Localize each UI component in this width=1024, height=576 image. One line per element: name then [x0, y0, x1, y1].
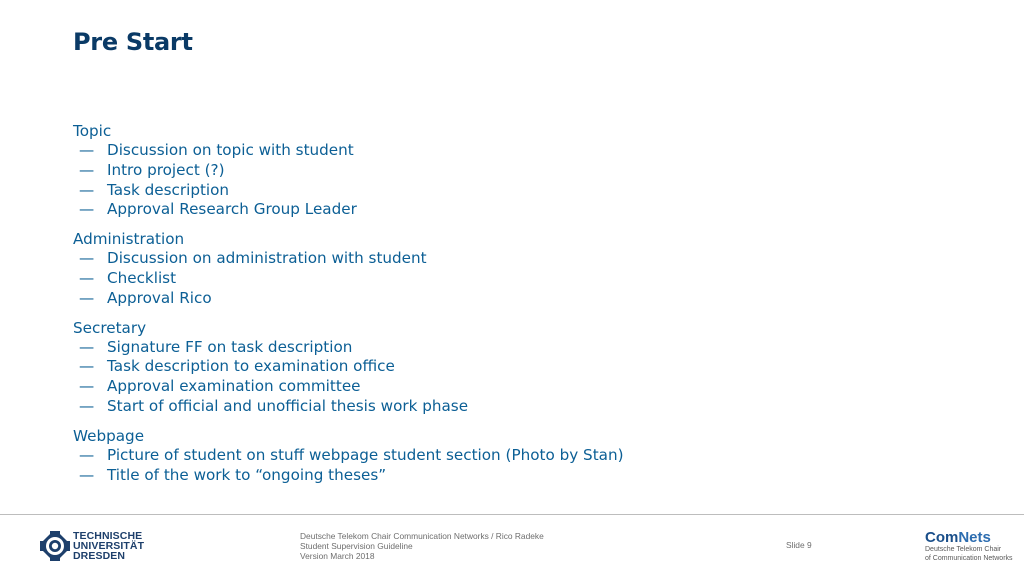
comnets-logo	[925, 530, 1020, 566]
list-item-text: Approval Rico	[107, 288, 212, 307]
bullet-dash: —	[79, 268, 95, 287]
tud-line-3: DRESDEN	[73, 550, 126, 562]
bullet-dash: —	[79, 377, 95, 396]
list-item	[73, 338, 973, 358]
comnets-subtitle-1: Deutsche Telekom Chair	[925, 546, 1002, 553]
tud-seal-icon	[40, 531, 70, 561]
section-topic	[73, 121, 973, 220]
comnets-subtitle-2: of Communication Networks	[925, 554, 1013, 562]
tud-logo	[40, 530, 145, 562]
bullet-dash: —	[79, 357, 95, 376]
list-item-text: Approval examination committee	[107, 377, 361, 396]
footer-divider	[0, 514, 1024, 515]
list-item	[73, 466, 973, 486]
list-item	[73, 181, 973, 201]
section-webpage	[73, 426, 973, 486]
footer-info	[300, 531, 544, 562]
bullet-dash: —	[79, 396, 95, 415]
bullet-dash: —	[79, 337, 95, 356]
footer-chair-author: Deutsche Telekom Chair Communication Networks / Rico Radeke	[300, 531, 544, 541]
tud-line-1: TECHNISCHE	[73, 530, 143, 542]
bullet-dash: —	[79, 249, 95, 268]
list-item	[73, 377, 973, 397]
slide-content	[73, 121, 973, 494]
list-item-text: Discussion on administration with student	[107, 249, 427, 268]
bullet-dash: —	[79, 445, 95, 464]
section-secretary	[73, 318, 973, 417]
list-item-text: Signature FF on task description	[107, 337, 353, 356]
list-item-text: Title of the work to “ongoing theses”	[107, 465, 387, 484]
tud-wordmark	[73, 531, 144, 561]
list-item-text: Picture of student on stuff webpage student section (Photo by Stan)	[107, 445, 624, 464]
section-heading: Webpage	[73, 426, 145, 445]
list-item	[73, 357, 973, 377]
bullet-dash: —	[79, 141, 95, 159]
section-heading: Administration	[73, 230, 185, 249]
list-item	[73, 249, 973, 269]
list-item-text: Approval Research Group Leader	[107, 200, 357, 219]
list-item	[73, 200, 973, 220]
slide-number: Slide 9	[786, 540, 812, 550]
footer-version: Version March 2018	[300, 551, 375, 562]
slide-title: Pre Start	[73, 28, 193, 56]
list-item-text: Checklist	[107, 268, 177, 287]
bullet-dash: —	[79, 160, 95, 179]
list-item	[73, 269, 973, 289]
section-heading: Secretary	[73, 318, 147, 337]
list-item	[73, 397, 973, 417]
list-item	[73, 446, 973, 466]
list-item	[73, 289, 973, 309]
section-heading: Topic	[73, 122, 112, 140]
footer-document-title: Student Supervision Guideline	[300, 541, 413, 552]
comnets-word-nets: Nets	[958, 529, 991, 546]
list-item-text: Intro project (?)	[107, 160, 225, 179]
list-item-text: Start of official and unofficial thesis work phase	[107, 396, 469, 415]
bullet-dash: —	[79, 180, 95, 199]
tud-line-2: UNIVERSITÄT	[73, 540, 145, 552]
bullet-dash: —	[79, 465, 95, 484]
list-item	[73, 161, 973, 181]
section-administration	[73, 229, 973, 308]
comnets-wordmark	[925, 530, 1020, 546]
list-item-text: Task description to examination office	[107, 357, 395, 376]
list-item-text: Discussion on topic with student	[107, 141, 354, 159]
list-item-text: Task description	[107, 180, 230, 199]
list-item	[73, 141, 973, 161]
bullet-dash: —	[79, 200, 95, 219]
comnets-word-com: Com	[925, 529, 959, 546]
bullet-dash: —	[79, 288, 95, 307]
